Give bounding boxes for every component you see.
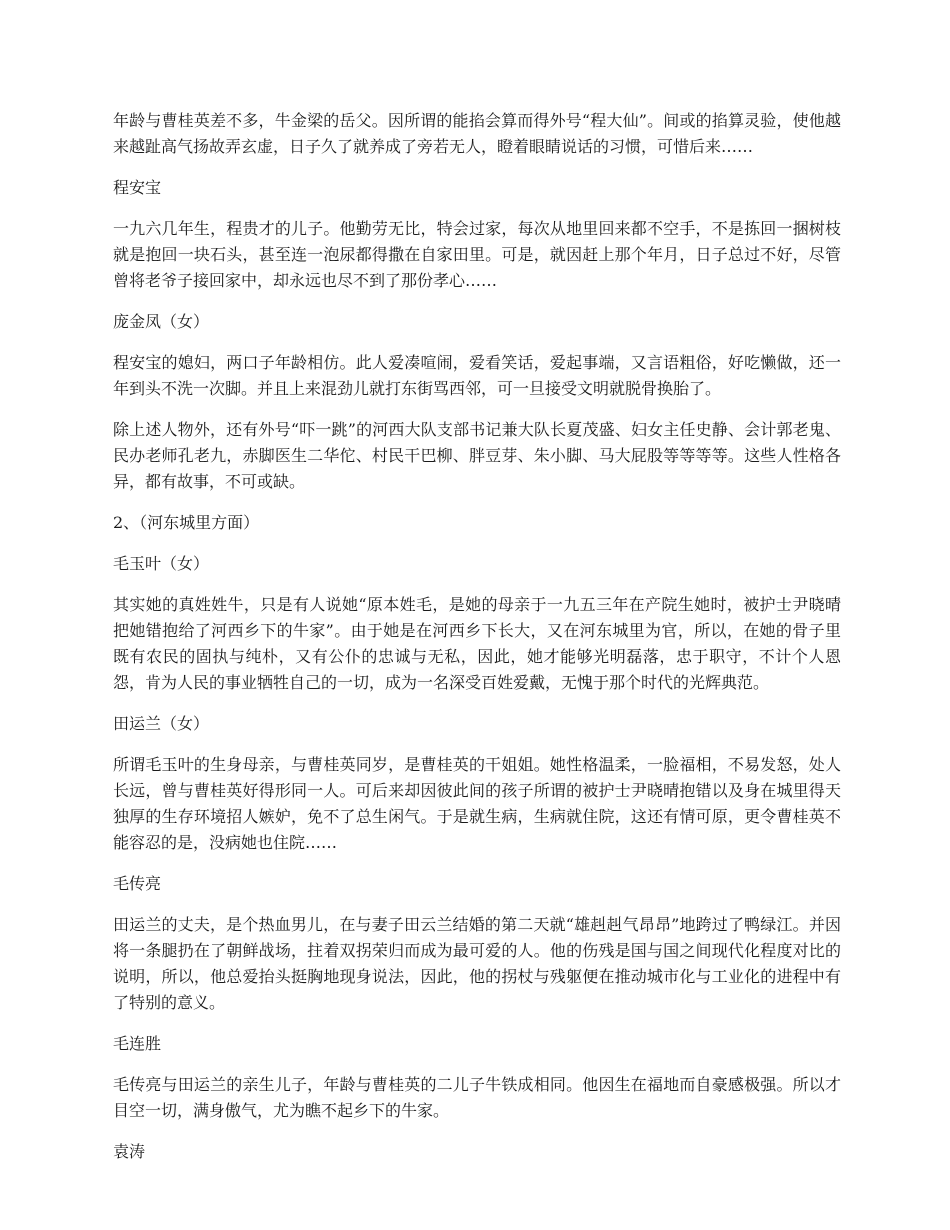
paragraph: 一九六几年生，程贵才的儿子。他勤劳无比，特会过家，每次从地里回来都不空手，不是拣回一捆树枝就是抱回一块石头，甚至连一泡尿都得撒在自家田里。可是，就因赶上那个年月，日子总过不好，尽管曾将老爷子接回家中，却永远也尽不到了那份孝心…… — [113, 219, 841, 290]
character-name-heading: 程安宝 — [113, 178, 162, 197]
character-name-heading: 毛传亮 — [113, 874, 162, 893]
character-name-heading: 袁涛 — [113, 1142, 146, 1161]
paragraph: 年龄与曹桂英差不多，牛金梁的岳父。因所谓的能掐会算而得外号“程大仙”。间或的掐算灵验，使他越来越趾高气扬故弄玄虚，日子久了就养成了旁若无人，瞪着眼睛说话的习惯，可惜后来…… — [113, 111, 841, 156]
paragraph: 田运兰的丈夫，是个热血男儿，在与妻子田云兰结婚的第二天就“雄赳赳气昂昂”地跨过了鸭绿江。并因将一条腿扔在了朝鲜战场，拄着双拐荣归而成为最可爱的人。他的伤残是国与国之间现代化程度对比的说明，所以，他总爱抬头挺胸地现身说法，因此，他的拐杖与残躯便在推动城市化与工业化的进程中有了特别的意义。 — [113, 915, 841, 1012]
section-heading: 2、（河东城里方面） — [113, 513, 260, 532]
character-name-heading: 毛连胜 — [113, 1034, 162, 1053]
character-name-heading: 毛玉叶（女） — [113, 554, 210, 573]
paragraph: 所谓毛玉叶的生身母亲，与曹桂英同岁，是曹桂英的干姐姐。她性格温柔，一脸福相，不易发怒，处人长远，曾与曹桂英好得形同一人。可后来却因彼此间的孩子所谓的被护士尹晓晴抱错以及身在城里得天独厚的生存环境招人嫉妒，免不了总生闲气。于是就生病，生病就住院，这还有情可原，更令曹桂英不能容忍的是，没病她也住院…… — [113, 755, 841, 852]
paragraph: 其实她的真姓姓牛，只是有人说她“原本姓毛，是她的母亲于一九五三年在产院生她时，被护士尹晓晴把她错抱给了河西乡下的牛家”。由于她是在河西乡下长大，又在河东城里为官，所以，在她的骨子里既有农民的固执与纯朴，又有公仆的忠诚与无私，因此，她才能够光明磊落，忠于职守，不计个人恩怨，肯为人民的事业牺牲自己的一切，成为一名深受百姓爱戴，无愧于那个时代的光辉典范。 — [113, 595, 841, 692]
paragraph: 毛传亮与田运兰的亲生儿子，年龄与曹桂英的二儿子牛铁成相同。他因生在福地而自豪感极强。所以才目空一切，满身傲气，尤为瞧不起乡下的牛家。 — [113, 1075, 841, 1120]
document-body — [113, 108, 841, 1180]
character-name-heading: 庞金凤（女） — [113, 312, 210, 331]
character-name-heading: 田运兰（女） — [113, 714, 210, 733]
paragraph: 程安宝的媳妇，两口子年龄相仿。此人爱凑喧闹，爱看笑话，爱起事端，又言语粗俗，好吃懒做，还一年到头不洗一次脚。并且上来混劲儿就打东街骂西邻，可一旦接受文明就脱骨换胎了。 — [113, 353, 841, 398]
paragraph: 除上述人物外，还有外号“吓一跳”的河西大队支部书记兼大队长夏茂盛、妇女主任史静、会计郭老鬼、民办老师孔老九，赤脚医生二华佗、村民干巴柳、胖豆芽、朱小脚、马大屁股等等等等。这些人性格各异，都有故事，不可或缺。 — [113, 420, 841, 491]
